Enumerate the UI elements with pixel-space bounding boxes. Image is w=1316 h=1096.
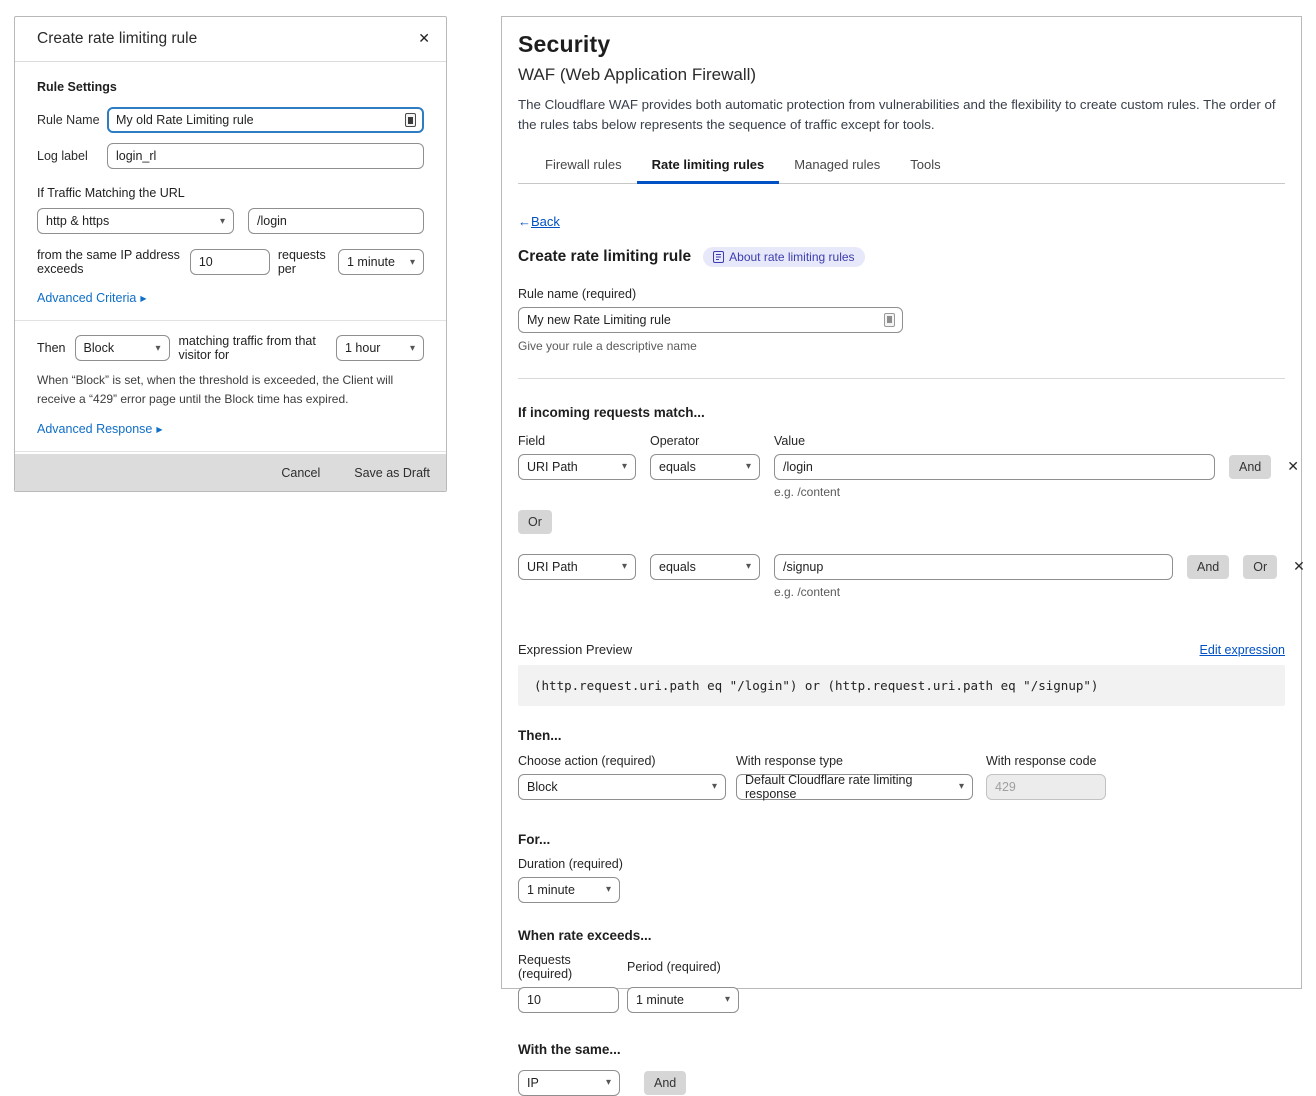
block-duration-select[interactable]: 1 hour ▾ (336, 335, 424, 361)
chevron-down-icon: ▾ (724, 994, 730, 1006)
cancel-button[interactable]: Cancel (281, 465, 321, 480)
and-button[interactable]: And (644, 1071, 686, 1095)
chevron-down-icon: ▾ (605, 884, 611, 896)
or-button[interactable]: Or (518, 510, 552, 534)
choose-action-select[interactable]: Block ▾ (518, 774, 726, 800)
tab-firewall-rules[interactable]: Firewall rules (545, 156, 622, 172)
requests-per-text: requests per (277, 248, 326, 276)
advanced-response-link[interactable]: Advanced Response ▶ (37, 422, 163, 437)
requests-threshold-input[interactable] (190, 249, 270, 275)
advanced-criteria-link[interactable]: Advanced Criteria ▶ (37, 291, 147, 305)
chevron-down-icon: ▾ (745, 461, 751, 473)
value-label: Value (774, 433, 806, 448)
and-button[interactable]: And (1187, 555, 1229, 579)
for-heading: For... (518, 831, 551, 847)
url-pattern-input[interactable] (248, 208, 424, 234)
duration-label: Duration (required) (518, 856, 623, 871)
divider (15, 320, 446, 321)
operator-label: Operator (650, 433, 700, 448)
autofill-icon[interactable] (405, 113, 416, 127)
then-label: Then (37, 341, 66, 355)
tab-managed-rules[interactable]: Managed rules (794, 156, 881, 172)
triangle-right-icon: ▶ (156, 425, 163, 435)
remove-condition-icon[interactable]: ✕ (1287, 458, 1299, 475)
dialog-footer (15, 454, 446, 491)
expression-preview-label: Expression Preview (518, 641, 633, 657)
value-hint: e.g. /content (774, 484, 841, 499)
rule-name-help: Give your rule a descriptive name (518, 338, 697, 353)
chevron-down-icon: ▾ (958, 781, 964, 793)
field-select[interactable]: URI Path ▾ (518, 554, 636, 580)
requests-input[interactable] (518, 987, 619, 1013)
block-help-text: When “Block” is set, when the threshold is exceeded, the Client will receive a “429” error page until the Block time has expired. (37, 373, 394, 406)
chevron-down-icon: ▾ (409, 342, 415, 354)
same-characteristic-select[interactable]: IP ▾ (518, 1070, 620, 1096)
value-input[interactable] (774, 454, 1215, 480)
divider (518, 378, 1285, 379)
rate-exceeds-heading: When rate exceeds... (518, 927, 652, 943)
dialog-title: Create rate limiting rule (37, 30, 198, 47)
scheme-select[interactable]: http & https ▾ (37, 208, 234, 234)
response-type-label: With response type (736, 753, 843, 768)
chevron-down-icon: ▾ (711, 781, 717, 793)
dialog-header (15, 17, 446, 62)
duration-select[interactable]: 1 minute ▾ (518, 877, 620, 903)
matching-text: matching traffic from that visitor for (178, 334, 316, 362)
remove-condition-icon[interactable]: ✕ (1293, 558, 1305, 575)
value-input[interactable] (774, 554, 1173, 580)
close-icon[interactable]: ✕ (418, 30, 430, 46)
condition-row (518, 454, 1299, 480)
traffic-match-label: If Traffic Matching the URL (37, 186, 185, 200)
chevron-down-icon: ▾ (155, 342, 161, 354)
chevron-down-icon: ▾ (605, 1077, 611, 1089)
field-select[interactable]: URI Path ▾ (518, 454, 636, 480)
waf-security-panel (501, 16, 1305, 1090)
response-type-select[interactable]: Default Cloudflare rate limiting response ▾ (736, 774, 973, 800)
chevron-down-icon: ▾ (745, 561, 751, 573)
period-select[interactable]: 1 minute ▾ (338, 249, 424, 275)
edit-expression-link[interactable]: Edit expression (1199, 642, 1285, 657)
value-hint: e.g. /content (774, 584, 841, 599)
exceeds-text: from the same IP address exceeds (37, 248, 180, 276)
condition-row (518, 554, 1305, 580)
response-code-label: With response code (986, 753, 1097, 768)
response-code-input (986, 774, 1106, 800)
rule-name-label: Rule name (required) (518, 286, 637, 301)
period-select[interactable]: 1 minute ▾ (627, 987, 739, 1013)
page-title: Security (518, 31, 611, 57)
back-link[interactable]: ← Back (518, 213, 560, 229)
save-as-draft-button[interactable]: Save as Draft (354, 465, 430, 480)
create-rule-heading: Create rate limiting rule (518, 247, 692, 265)
rule-name-input[interactable] (107, 107, 424, 133)
tab-rate-limiting-rules[interactable]: Rate limiting rules (637, 149, 780, 184)
rule-name-input[interactable] (518, 307, 903, 333)
requests-label: Requests (required) (518, 952, 573, 981)
log-label-input[interactable] (107, 143, 424, 169)
chevron-down-icon: ▾ (219, 215, 225, 227)
action-select[interactable]: Block ▾ (75, 335, 170, 361)
back-arrow-icon: ← (518, 213, 531, 229)
legacy-rate-limit-dialog (14, 16, 447, 492)
log-label-label: Log label (37, 149, 88, 163)
operator-select[interactable]: equals ▾ (650, 554, 760, 580)
operator-select[interactable]: equals ▾ (650, 454, 760, 480)
chevron-down-icon: ▾ (621, 461, 627, 473)
or-button[interactable]: Or (1243, 555, 1277, 579)
period-label: Period (required) (627, 959, 721, 974)
same-heading: With the same... (518, 1041, 621, 1057)
divider (15, 451, 446, 452)
about-rate-limiting-badge[interactable]: About rate limiting rules (703, 247, 864, 267)
expression-preview-code: (http.request.uri.path eq "/login") or (http.request.uri.path eq "/signup") (518, 665, 1285, 706)
chevron-down-icon: ▾ (621, 561, 627, 573)
then-heading: Then... (518, 727, 562, 743)
field-label: Field (518, 433, 546, 448)
page-subtitle: WAF (Web Application Firewall) (518, 65, 757, 84)
tab-tools[interactable]: Tools (910, 156, 941, 172)
rule-name-label: Rule Name (37, 113, 100, 127)
document-icon (713, 251, 724, 263)
chevron-down-icon: ▾ (409, 256, 415, 268)
and-button[interactable]: And (1229, 455, 1271, 479)
rule-settings-heading: Rule Settings (37, 80, 117, 94)
match-heading: If incoming requests match... (518, 404, 705, 420)
autofill-icon[interactable] (884, 313, 895, 327)
triangle-right-icon: ▶ (140, 294, 147, 303)
page-description: The Cloudflare WAF provides both automatic protection from vulnerabilities and the flexibility to create custom rules. The order of the rules tabs below represents the sequence of traffic except for tools. (518, 97, 1276, 132)
choose-action-label: Choose action (required) (518, 753, 656, 768)
waf-tabs (518, 149, 1285, 184)
